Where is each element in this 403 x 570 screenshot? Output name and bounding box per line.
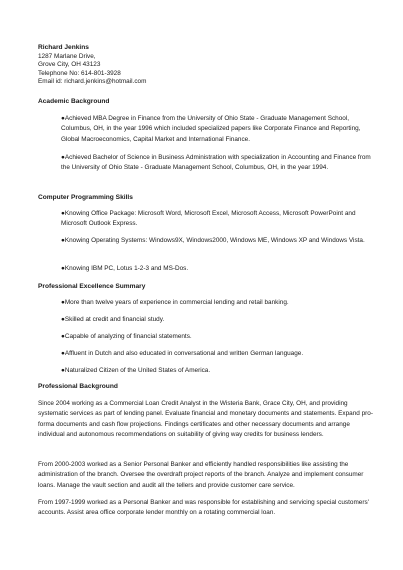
excellence-item: ●Naturalized Citizen of the United States of America. — [61, 367, 211, 374]
contact-block — [38, 44, 375, 87]
programming-item: ●Knowing Office Package: Microsoft Word, Microsoft Excel, Microsoft Access, Microsoft PowerPoint and Microsoft Outlook Express. — [61, 210, 356, 228]
programming-item: ●Knowing IBM PC, Lotus 1-2-3 and MS-Dos. — [61, 265, 189, 272]
excellence-heading: Professional Excellence Summary — [38, 283, 146, 290]
excellence-item: ●Capable of analyzing of financial statements. — [61, 333, 192, 340]
applicant-name: Richard Jenkins — [38, 44, 89, 51]
programming-heading: Computer Programming Skills — [38, 194, 133, 201]
excellence-item: ●More than twelve years of experience in commercial lending and retail banking. — [61, 299, 289, 306]
academic-item: ●Achieved Bachelor of Science in Business Administration with specialization in Accounting and Finance from the University of Ohio State - Graduate Management School, Columbus, OH, in the year 1994. — [61, 154, 371, 172]
programming-item: ●Knowing Operating Systems: Windows9X, Windows2000, Windows ME, Windows XP and Windows Vista. — [61, 237, 365, 244]
professional-paragraph: From 2000-2003 worked as a Senior Personal Banker and efficiently handled responsibilities like assisting the administration of the branch. Oversee the overdraft project reports of the branch. Analyze and implement consumer loans. Manage the vault section and audit all the tellers and provide customer care service. — [38, 461, 364, 489]
professional-paragraph: Since 2004 working as a Commercial Loan Credit Analyst in the Wisteria Bank, Grace City, OH, and providing systematic services as part of lending panel. Evaluate financial and monetary documents and statements. Expand pro-forma documents and cash flow projections. Findings certificates and other necessary documents and arrange individual and autonomous recommendations on suitability of giving way credits for business lenders. — [38, 400, 373, 439]
academic-item: ●Achieved MBA Degree in Finance from the University of Ohio State - Graduate Management School, Columbus, OH, in the year 1996 which included specialized papers like Corporate Finance and Reporting, Global Macroeconomics, Capital Market and International Finance. — [61, 115, 361, 143]
academic-heading: Academic Background — [38, 98, 110, 105]
professional-heading: Professional Background — [38, 383, 118, 390]
email: Email id: richard.jenkins@hotmail.com — [38, 78, 147, 86]
telephone: Telephone No: 614-801-3928 — [38, 69, 121, 77]
professional-paragraph: From 1997-1999 worked as a Personal Banker and was responsible for establishing and servicing special customers' accounts. Assist area office corporate lender monthly on a rotating commercial loan. — [38, 499, 369, 517]
city-address: Grove City, OH 43123 — [38, 61, 101, 69]
excellence-item: ●Affluent in Dutch and also educated in conversational and written German language. — [61, 350, 304, 357]
excellence-item: ●Skilled at credit and financial study. — [61, 316, 165, 323]
street-address: 1287 Marlane Drive, — [38, 52, 96, 60]
